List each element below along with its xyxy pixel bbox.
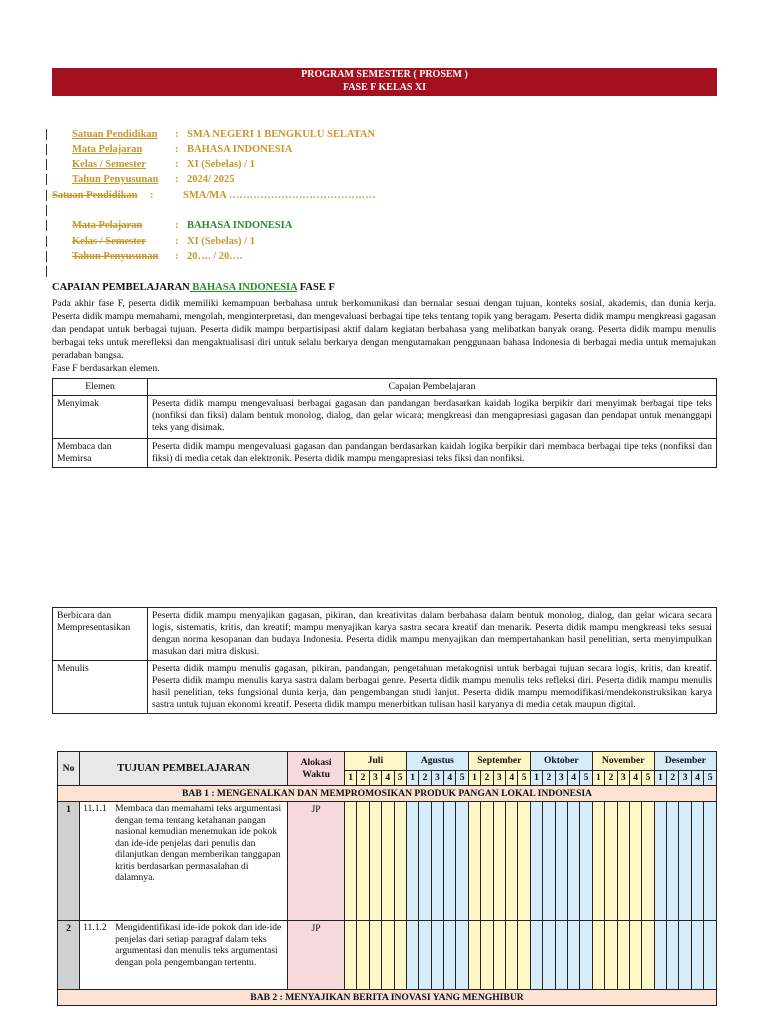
info-label: Kelas / Semester [72,236,147,247]
week-cell: 3 [617,771,629,786]
week-cell: 5 [394,771,406,786]
row-no: 1 [58,802,80,921]
week-cell: 2 [357,771,369,786]
month-oktober: Oktober [530,752,592,771]
schedule-cell[interactable] [555,921,567,990]
schedule-cell[interactable] [344,802,356,921]
deleted-info-row-satuan [52,190,376,201]
week-cell: 2 [543,771,555,786]
header-alokasi: Alokasi Waktu [288,752,345,786]
schedule-row [58,921,717,990]
edit-marker [46,236,47,247]
schedule-cell[interactable] [431,921,443,990]
schedule-cell[interactable] [679,802,691,921]
capaian-heading-subject: BAHASA INDONESIA [189,282,298,293]
week-cell: 2 [481,771,493,786]
schedule-cell[interactable] [592,921,604,990]
table-row [53,608,717,661]
table-row [53,439,717,468]
header-elemen: Elemen [53,379,148,396]
week-cell: 2 [605,771,617,786]
info-row-kelas [72,159,255,170]
info-label: Satuan Pendidikan [72,129,158,140]
info-value: BAHASA INDONESIA [187,220,293,231]
week-cell: 3 [679,771,691,786]
info-label: Satuan Pendidikan [52,190,138,201]
schedule-cell[interactable] [406,802,418,921]
schedule-cell[interactable] [493,802,505,921]
schedule-cell[interactable] [629,921,641,990]
schedule-cell[interactable] [444,921,456,990]
elemen-cell: Membaca dan Memirsa [53,439,148,468]
schedule-cell[interactable] [642,921,654,990]
info-value: 20…. / 20…. [187,251,243,262]
deleted-info-row-tahun [72,251,243,262]
schedule-cell[interactable] [518,802,530,921]
schedule-cell[interactable] [605,921,617,990]
schedule-cell[interactable] [431,802,443,921]
week-cell: 1 [406,771,418,786]
week-cell: 1 [344,771,356,786]
info-separator: : [175,174,179,185]
info-row-tahun [72,174,235,185]
info-label: Mata Pelajaran [72,220,143,231]
info-label: Mata Pelajaran [72,144,143,155]
elemen-cell: Menulis [53,661,148,714]
info-row-satuan [72,129,376,140]
edit-marker [46,266,47,277]
schedule-cell[interactable] [567,921,579,990]
week-cell: 4 [567,771,579,786]
week-cell: 3 [493,771,505,786]
elemen-cell: Berbicara dan Mempresentasikan [53,608,148,661]
schedule-cell[interactable] [382,802,394,921]
alokasi-cell: JP [288,921,345,990]
tujuan-text: Membaca dan memahami teks argumentasi dengan tema tentang ketahanan pangan nasional kemudian menemukan ide pokok dan ide-ide penjelas dari penulis dan dilanjutkan dengan memberikan tanggapan kritis berdasarkan permasalahan di dalamnya. [115,803,282,883]
schedule-cell[interactable] [481,921,493,990]
schedule-cell[interactable] [654,802,666,921]
table-row [53,396,717,439]
week-cell: 3 [555,771,567,786]
schedule-cell[interactable] [592,802,604,921]
schedule-cell[interactable] [369,802,381,921]
capaian-cell: Peserta didik mampu menyajikan gagasan, pikiran, dan kreativitas dalam berbahasa dalam bentuk monolog, dialog, dan gelar wicara secara logis, sistematis, kritis, dan kreatif; mampu menyajikan karya sastra secara kreatif dan menarik. Peserta didik mampu mengkreasi teks sesuai dengan norma kesopanan dan budaya Indonesia. Peserta didik mampu menyajikan dan mempertahankan hasil penelitian, serta menyimpulkan masukan dari mitra diskusi. [148,608,717,661]
bab-row [58,990,717,1006]
info-separator: : [175,129,179,140]
deleted-info-row-mapel [72,220,293,231]
week-cell: 4 [382,771,394,786]
edit-marker [46,190,47,201]
row-no: 2 [58,921,80,990]
capaian-paragraph: Pada akhir fase F, peserta didik memiliki kemampuan berbahasa untuk berkomunikasi dan bernalar sesuai dengan tujuan, konteks sosial, akademis, dan dunia kerja. Peserta didik mampu memahami, mengolah, menginterpretasi, dan mengevaluasi berbagai tipe teks tentang topik yang beragam. Peserta didik mampu mengkreasi gagasan dan pendapat untuk berbagai tujuan. Peserta didik mampu berpartisipasi aktif dalam kegiatan berbahasa yang melibatkan banyak orang. Peserta didik mampu menulis berbagai teks untuk merefleksi dan mengaktualisasi diri untuk selalu berkarya dengan mengutamakan penggunaan bahasa Indonesia di berbagai media untuk memajukan peradaban bangsa. [52,298,716,361]
week-cell: 4 [444,771,456,786]
schedule-cell[interactable] [456,921,468,990]
week-cell: 4 [691,771,703,786]
month-november: November [592,752,654,771]
info-separator: : [175,144,179,155]
capaian-table-top [52,378,717,468]
edit-marker [46,144,47,155]
week-cell: 4 [629,771,641,786]
schedule-cell[interactable] [419,921,431,990]
tujuan-cell [80,802,288,921]
schedule-cell[interactable] [406,921,418,990]
month-juli: Juli [344,752,406,771]
schedule-cell[interactable] [629,802,641,921]
week-cell: 3 [369,771,381,786]
info-value: XI (Sebelas) / 1 [187,159,255,170]
info-label: Kelas / Semester [72,159,147,170]
fase-title: FASE F KELAS XI [342,81,427,93]
info-separator: : [150,190,154,201]
schedule-cell[interactable] [654,921,666,990]
week-cell: 1 [468,771,480,786]
week-cell: 1 [654,771,666,786]
capaian-heading-post: FASE F [297,282,335,293]
program-title: PROGRAM SEMESTER ( PROSEM ) [301,69,468,80]
schedule-cell[interactable] [357,802,369,921]
week-cell: 4 [506,771,518,786]
month-desember: Desember [654,752,716,771]
info-value: XI (Sebelas) / 1 [187,236,255,247]
week-cell: 1 [592,771,604,786]
edit-marker [46,174,47,185]
prosem-schedule-table [57,751,717,1006]
schedule-cell[interactable] [444,802,456,921]
capaian-cell: Peserta didik mampu mengevaluasi berbagai gagasan dan pandangan berdasarkan kaidah logika berpikir dari menyimak berbagai tipe teks (nonfiksi dan fiksi) dalam bentuk monolog, dialog, dan gelar wicara; mengkreasi dan mengapresiasi gagasan dan pendapat untuk menanggapi teks yang disimak. [148,396,717,439]
info-separator: : [175,220,179,231]
schedule-cell[interactable] [691,802,703,921]
week-cell: 5 [518,771,530,786]
schedule-cell[interactable] [691,921,703,990]
schedule-cell[interactable] [530,921,542,990]
edit-marker [46,205,47,216]
schedule-cell[interactable] [704,921,717,990]
capaian-heading [52,282,335,293]
header-tujuan: TUJUAN PEMBELAJARAN [80,752,288,786]
schedule-row [58,802,717,921]
program-title-banner [52,68,717,96]
alokasi-cell: JP [288,802,345,921]
bab-row [58,786,717,802]
capaian-cell: Peserta didik mampu menulis gagasan, pikiran, pandangan, pengetahuan metakognisi untuk berbagai tujuan secara logis, kritis, dan kreatif. Peserta didik mampu menulis karya sastra dalam berbagai genre. Peserta didik mampu menulis teks refleksi diri. Peserta didik mampu menulis hasil penelitian, teks fungsional dunia kerja, dan pengembangan studi lanjut. Peserta didik mampu memodifikasi/mendekonstruksikan karya sastra untuk tujuan ekonomi kreatif. Peserta didik mampu menerbitkan tulisan hasil karyanya di media cetak maupun digital. [148,661,717,714]
table-row [53,661,717,714]
edit-marker [46,251,47,262]
schedule-cell[interactable] [617,921,629,990]
schedule-cell[interactable] [605,802,617,921]
capaian-cell: Peserta didik mampu mengevaluasi gagasan dan pandangan berdasarkan kaidah logika berpikir dari membaca berbagai tipe teks (nonfiksi dan fiksi) di media cetak dan elektronik. Peserta didik mampu mengapresiasi teks fiksi dan nonfiksi. [148,439,717,468]
schedule-cell[interactable] [518,921,530,990]
schedule-cell[interactable] [468,802,480,921]
schedule-cell[interactable] [394,921,406,990]
info-label: Tahun Penyusunan [72,174,159,185]
header-capaian: Capaian Pembelajaran [148,379,717,396]
schedule-cell[interactable] [456,802,468,921]
edit-marker [46,159,47,170]
schedule-cell[interactable] [555,802,567,921]
schedule-cell[interactable] [506,802,518,921]
schedule-cell[interactable] [667,921,679,990]
tujuan-code: 11.1.1 [83,803,107,814]
fase-note: Fase F berdasarkan elemen. [52,363,160,374]
info-value: 2024/ 2025 [187,174,235,185]
tujuan-text: Mengidentifikasi ide-ide pokok dan ide-ide penjelas dari setiap paragraf dalam teks argumentasi dan menulis teks argumentasi dengan pola pengembangan tertentu. [115,922,282,968]
deleted-info-row-kelas [72,236,255,247]
info-row-mapel [72,144,293,155]
schedule-cell[interactable] [667,802,679,921]
edit-marker [46,129,47,140]
info-separator: : [175,236,179,247]
schedule-cell[interactable] [543,921,555,990]
schedule-cell[interactable] [642,802,654,921]
schedule-cell[interactable] [704,802,717,921]
edit-marker [46,220,47,231]
schedule-cell[interactable] [617,802,629,921]
schedule-cell[interactable] [481,802,493,921]
schedule-cell[interactable] [357,921,369,990]
schedule-cell[interactable] [543,802,555,921]
header-no: No [58,752,80,786]
schedule-cell[interactable] [419,802,431,921]
week-cell: 1 [530,771,542,786]
schedule-cell[interactable] [468,921,480,990]
schedule-header-row [58,752,717,771]
schedule-cell[interactable] [394,802,406,921]
info-value: SMA NEGERI 1 BENGKULU SELATAN [187,129,376,140]
week-cell: 5 [704,771,717,786]
info-value: SMA/MA …………………………………… [183,190,376,201]
schedule-cell[interactable] [369,921,381,990]
week-cell: 5 [580,771,592,786]
week-cell: 5 [642,771,654,786]
schedule-cell[interactable] [530,802,542,921]
schedule-cell[interactable] [344,921,356,990]
week-cell: 2 [667,771,679,786]
table-header-row [53,379,717,396]
bab-2-title: BAB 2 : MENYAJIKAN BERITA INOVASI YANG MENGHIBUR [58,990,717,1006]
week-cell: 5 [456,771,468,786]
schedule-cell[interactable] [506,921,518,990]
capaian-table-bottom [52,607,717,714]
week-cell: 3 [431,771,443,786]
info-separator: : [175,251,179,262]
schedule-cell[interactable] [382,921,394,990]
schedule-cell[interactable] [679,921,691,990]
schedule-cell[interactable] [580,921,592,990]
tujuan-cell [80,921,288,990]
month-september: September [468,752,530,771]
tujuan-code: 11.1.2 [83,922,107,933]
info-value: BAHASA INDONESIA [187,144,293,155]
schedule-cell[interactable] [580,802,592,921]
capaian-heading-pre: CAPAIAN PEMBELAJARAN [52,282,190,293]
bab-1-title: BAB 1 : MENGENALKAN DAN MEMPROMOSIKAN PRODUK PANGAN LOKAL INDONESIA [58,786,717,802]
month-agustus: Agustus [406,752,468,771]
schedule-cell[interactable] [493,921,505,990]
info-separator: : [175,159,179,170]
info-label: Tahun Penyusunan [72,251,159,262]
schedule-cell[interactable] [567,802,579,921]
week-cell: 2 [419,771,431,786]
elemen-cell: Menyimak [53,396,148,439]
